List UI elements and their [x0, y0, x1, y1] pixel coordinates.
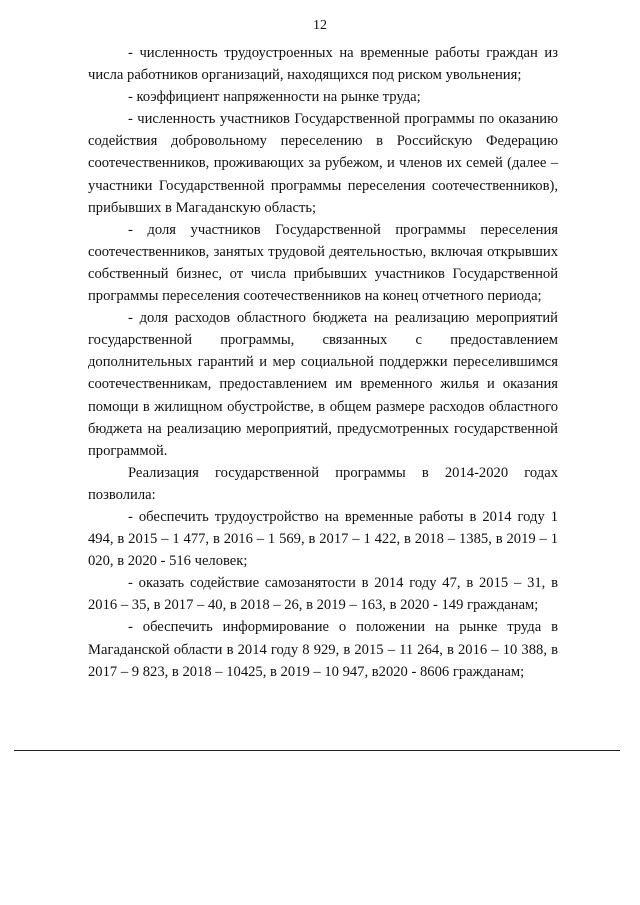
- paragraph-budget-share: - доля расходов областного бюджета на реализацию мероприятий государственной программы, связанных с предоставлением дополнительных гарантий и мер социальной поддержки переселившимся соотечественникам, предоставлением им временного жилья и оказания помощи в жилищном обустройстве, в общем размере расходов областного бюджета на реализацию мероприятий, предусмотренных государственной программой.: [88, 310, 558, 459]
- page-divider-line: [14, 750, 620, 751]
- paragraph-participants-share: - доля участников Государственной программы переселения соотечественников, занятых трудовой деятельностью, включая открывших собственный бизнес, от числа прибывших участников Государственной программы переселения соотечественников на конец отчетного периода;: [88, 221, 558, 305]
- document-body: [88, 42, 558, 683]
- paragraph-implementation-intro: Реализация государственной программы в 2014-2020 годах позволила:: [88, 464, 558, 503]
- paragraph-employed-temporary: - численность трудоустроенных на временные работы граждан из числа работников организаций, находящихся под риском увольнения;: [88, 45, 558, 84]
- paragraph-labor-tension: - коэффициент напряженности на рынке труда;: [128, 89, 421, 106]
- paragraph-program-participants: - численность участников Государственной программы по оказанию содействия добровольному переселению в Российскую Федерацию соотечественников, проживающих за рубежом, и членов их семей (далее – участники Государственной программы переселения соотечественников), прибывших в Магаданскую область;: [88, 111, 558, 216]
- paragraph-self-employment: - оказать содействие самозанятости в 2014 году 47, в 2015 – 31, в 2016 – 35, в 2017 – 40, в 2018 – 26, в 2019 – 163, в 2020 - 149 гражданам;: [88, 575, 558, 614]
- page-number: 12: [313, 18, 327, 33]
- paragraph-temporary-jobs: - обеспечить трудоустройство на временные работы в 2014 году 1 494, в 2015 – 1 477, в 2016 – 1 569, в 2017 – 1 422, в 2018 – 1385, в 2019 – 1 020, в 2020 - 516 человек;: [88, 508, 558, 570]
- paragraph-informing: - обеспечить информирование о положении на рынке труда в Магаданской области в 2014 году 8 929, в 2015 – 11 264, в 2016 – 10 388, в 2017 – 9 823, в 2018 – 10425, в 2019 – 10 947, в2020 - 8606 гражданам;: [88, 619, 558, 680]
